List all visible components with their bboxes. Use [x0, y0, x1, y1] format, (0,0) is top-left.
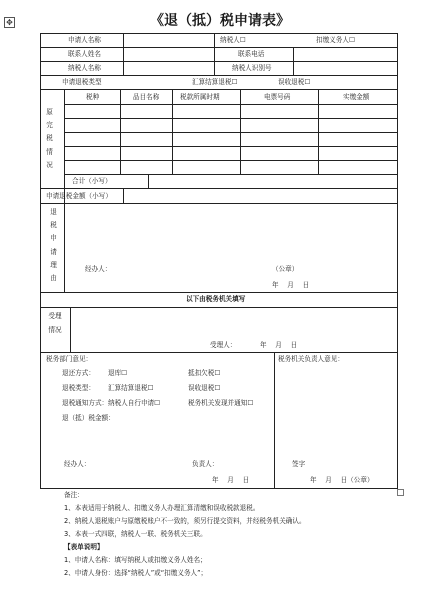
approval-refund-type-settlement-checkbox[interactable]: 汇算结算退税☐: [108, 384, 154, 392]
instruction-item-2: 2、申请人身份：选择“纳税人”或“扣缴义务人”；: [64, 569, 208, 577]
note-item-2: 2、纳税人退税账户与原缴税账户不一致的，须另行提交资料，并经税务机关确认。: [64, 517, 306, 525]
col-ticket-number: 电票号码: [264, 93, 291, 101]
refund-type-label: 申请退税类型: [62, 78, 102, 86]
applicant-name-label: 申请人名称: [68, 36, 101, 44]
table-resize-handle[interactable]: [397, 489, 404, 496]
notice-method-label: 退税通知方式：: [62, 399, 109, 407]
chief-sign-label: 签字: [292, 460, 306, 468]
table-move-handle-icon[interactable]: ✥: [4, 17, 15, 28]
approval-date: 年 月 日: [212, 476, 250, 484]
table-right-border: [397, 33, 398, 488]
acceptance-side-label: 受理情况: [48, 312, 62, 334]
refund-type-wrong-checkbox[interactable]: 误收退税☐: [278, 78, 311, 86]
approval-manager-label: 负责人：: [192, 460, 219, 468]
taxpayer-id-label: 纳税人识别号: [232, 64, 272, 72]
reason-side-label: 退税申请理由: [50, 208, 57, 283]
instruction-item-1: 1、申请人名称：填写纳税人或扣缴义务人姓名；: [64, 556, 207, 564]
chief-date: 年 月 日（公章）: [310, 476, 374, 484]
taxpayer-checkbox[interactable]: 纳税人☐: [220, 36, 246, 44]
instructions-heading: 【表单说明】: [64, 543, 104, 551]
approval-handler-label: 经办人：: [64, 460, 91, 468]
notice-self-checkbox[interactable]: 纳税人自行申请☐: [108, 399, 161, 407]
note-item-1: 1、本表适用于纳税人、扣缴义务人办理汇算清缴和误收税款退税。: [64, 504, 260, 512]
note-item-3: 3、本表一式四联，纳税人一联、税务机关三联。: [64, 530, 207, 538]
table-top-border: [40, 33, 398, 34]
contact-phone-label: 联系电话: [238, 50, 265, 58]
total-cursor-mark: [148, 174, 149, 188]
refund-method-label: 退还方式：: [62, 369, 95, 377]
form-title: 《退（抵）税申请表》: [150, 13, 290, 29]
refund-amount-label: 申请退税金额（小写）: [46, 192, 112, 200]
chief-opinion-label: 税务机关负责人意见：: [278, 355, 344, 363]
approval-refund-type-wrong-checkbox[interactable]: 误收退税☐: [188, 384, 221, 392]
col-tax-period: 税款所属时期: [180, 93, 220, 101]
col-tax-type: 税种: [86, 93, 100, 101]
original-tax-side-label: 原完税情况: [46, 108, 53, 169]
withholding-agent-checkbox[interactable]: 扣缴义务人☐: [316, 36, 355, 44]
acceptance-date: 年 月 日: [260, 341, 298, 349]
notice-office-checkbox[interactable]: 税务机关发现并通知☐: [188, 399, 254, 407]
col-item-name: 品目名称: [133, 93, 160, 101]
approval-refund-type-label: 退税类型：: [62, 384, 95, 392]
refund-method-offset-checkbox[interactable]: 抵扣欠税☐: [188, 369, 221, 377]
reason-handler-label: 经办人：: [85, 265, 112, 273]
col-paid-amount: 实缴金额: [343, 93, 370, 101]
refund-method-refund-checkbox[interactable]: 退库☐: [108, 369, 128, 377]
refund-type-settlement-checkbox[interactable]: 汇算结算退税☐: [192, 78, 238, 86]
notes-heading: 备注：: [64, 491, 84, 499]
total-label: 合计（小写）: [72, 177, 112, 185]
table-left-border: [40, 33, 41, 488]
tax-authority-section-banner: 以下由税务机关填写: [186, 295, 246, 303]
acceptance-receiver-label: 受理人：: [210, 341, 237, 349]
reason-date: 年 月 日: [272, 281, 310, 289]
table-bottom-border: [40, 488, 398, 489]
contact-name-label: 联系人姓名: [68, 50, 101, 58]
tax-dept-opinion-label: 税务部门意见：: [46, 355, 93, 363]
taxpayer-name-label: 纳税人名称: [68, 64, 101, 72]
reason-seal-label: （公章）: [272, 265, 299, 273]
refund-offset-amount-label: 退（抵）税金额：: [62, 414, 115, 422]
